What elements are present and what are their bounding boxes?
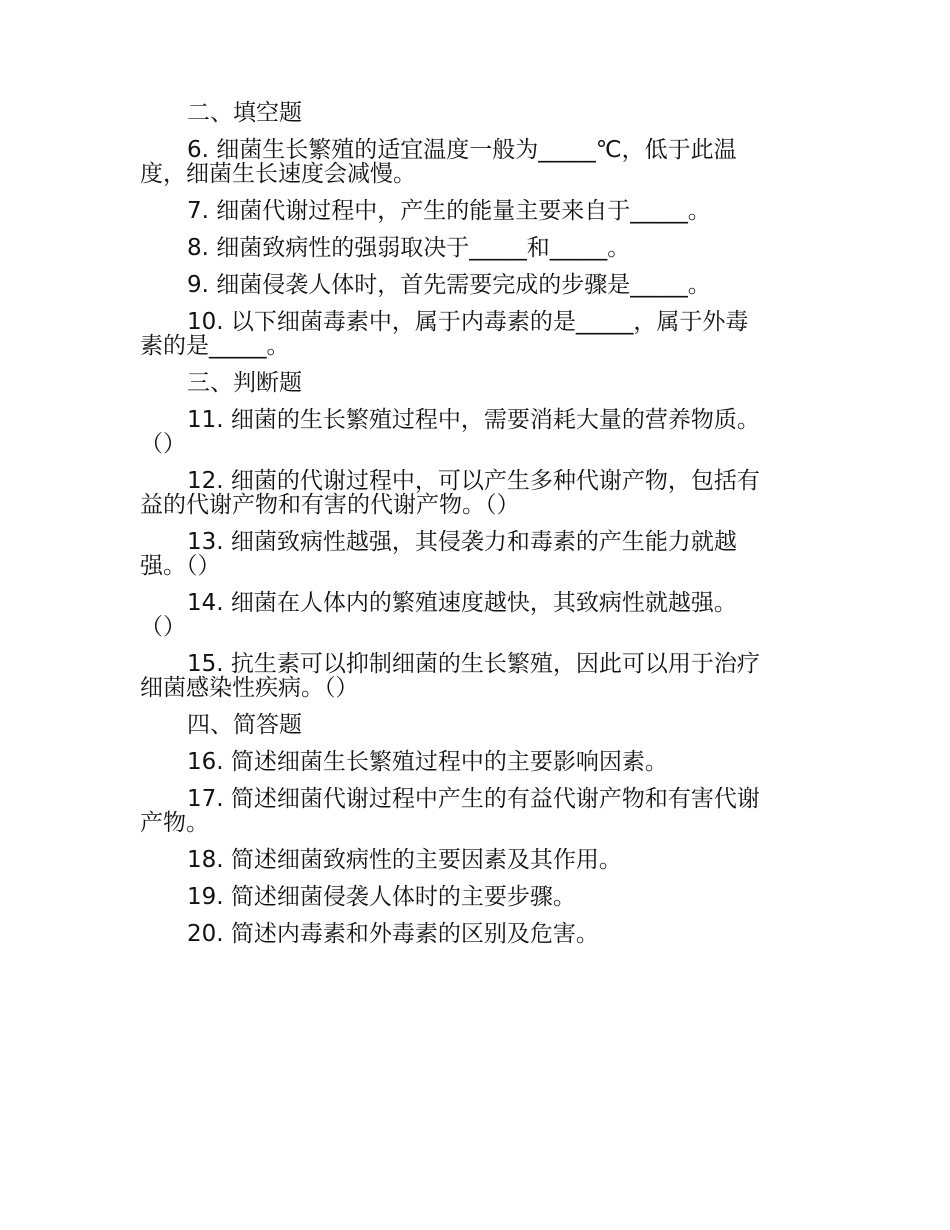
question-15-line-1: 15. 抗生素可以抑制细菌的生长繁殖，因此可以用于治疗 [187, 651, 760, 677]
question-14-line-1: 14. 细菌在人体内的繁殖速度越快，其致病性就越强。 [187, 590, 737, 616]
question-6 [140, 138, 808, 186]
question-17-line-2: 产物。 [140, 810, 209, 836]
question-12-line-1: 12. 细菌的代谢过程中，可以产生多种代谢产物，包括有 [187, 468, 760, 494]
question-18: 18. 简述细菌致病性的主要因素及其作用。 [187, 847, 622, 873]
question-11-line-1: 11. 细菌的生长繁殖过程中，需要消耗大量的营养物质。 [187, 407, 760, 433]
section-heading-short-answer: 四、简答题 [187, 712, 302, 738]
question-17 [140, 787, 808, 835]
question-12 [140, 469, 808, 517]
question-17-line-1: 17. 简述细菌代谢过程中产生的有益代谢产物和有害代谢 [187, 786, 760, 812]
question-9: 9. 细菌侵袭人体时，首先需要完成的步骤是_____。 [187, 272, 711, 298]
question-13-line-1: 13. 细菌致病性越强，其侵袭力和毒素的产生能力就越 [187, 529, 737, 555]
section-heading-fill-blank: 二、填空题 [187, 100, 302, 126]
question-19: 19. 简述细菌侵袭人体时的主要步骤。 [187, 884, 576, 910]
question-15-line-2: 细菌感染性疾病。（） [140, 675, 359, 701]
question-6-line-1: 6. 细菌生长繁殖的适宜温度一般为_____℃，低于此温 [187, 137, 737, 163]
question-13-line-2: 强。（） [140, 553, 221, 579]
question-20: 20. 简述内毒素和外毒素的区别及危害。 [187, 921, 599, 947]
question-10 [140, 310, 808, 358]
question-11-line-2: （） [140, 431, 186, 457]
section-heading-true-false: 三、判断题 [187, 370, 302, 396]
question-14-line-2: （） [140, 614, 186, 640]
question-13 [140, 530, 808, 578]
question-8: 8. 细菌致病性的强弱取决于_____和_____。 [187, 235, 631, 261]
question-12-line-2: 益的代谢产物和有害的代谢产物。（） [140, 492, 520, 518]
question-7: 7. 细菌代谢过程中，产生的能量主要来自于_____。 [187, 198, 711, 224]
document-content [140, 101, 808, 959]
question-11 [140, 408, 808, 456]
question-10-line-1: 10. 以下细菌毒素中，属于内毒素的是_____，属于外毒 [187, 309, 749, 335]
question-10-line-2: 素的是_____。 [140, 333, 290, 359]
question-15 [140, 652, 808, 700]
question-14 [140, 591, 808, 639]
question-16: 16. 简述细菌生长繁殖过程中的主要影响因素。 [187, 749, 668, 775]
question-6-line-2: 度，细菌生长速度会减慢。 [140, 161, 416, 187]
